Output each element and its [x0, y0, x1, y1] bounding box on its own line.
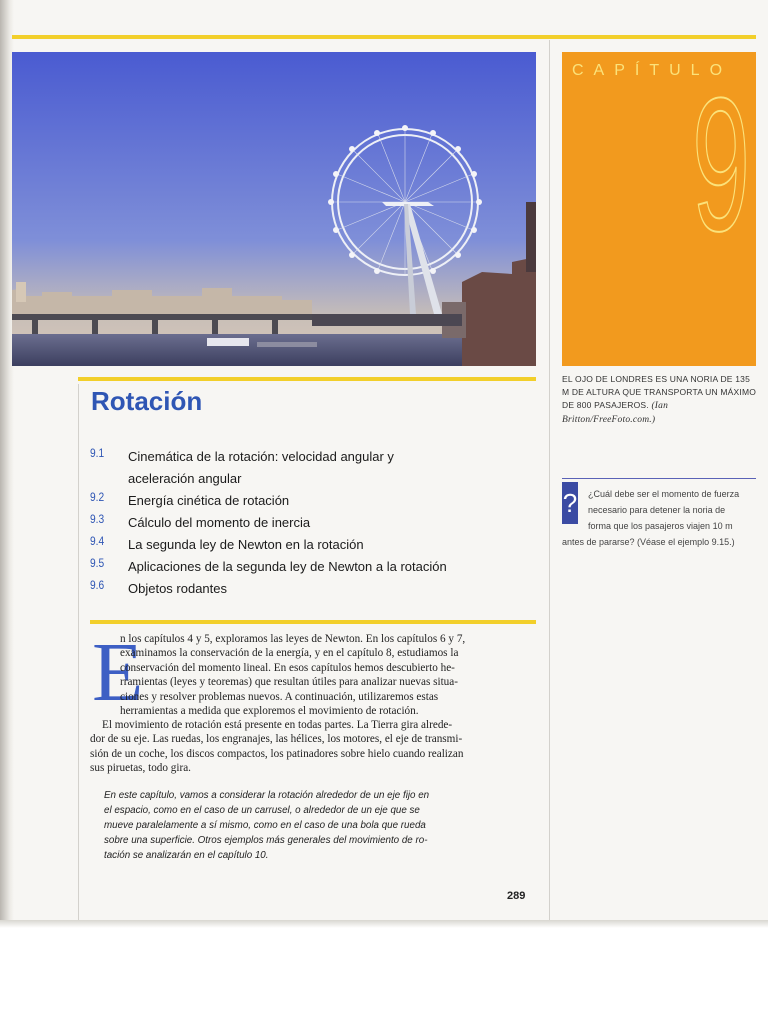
question-line: forma que los pasajeros viajen 10 m: [588, 521, 733, 531]
question-line: necesario para detener la noria de: [588, 505, 726, 515]
chapter-title: Rotación: [91, 386, 203, 416]
toc-label-line: Cinemática de la rotación: velocidad angular y: [128, 449, 394, 464]
text-line: sión de un coche, los discos compactos, los patinadores sobre hielo cuando realizan: [90, 747, 464, 760]
text-line: mueve paralelamente a sí mismo, como en el caso de una bola que rueda: [104, 820, 426, 831]
caption-text: EL OJO DE LONDRES ES UNA NORIA DE 135 M DE ALTURA QUE TRANSPORTA UN MÁXIMO DE 800 PASAJEROS.: [562, 374, 757, 410]
text-line: el espacio, como en el caso de un carrusel, o alrededor de un eje que se: [104, 805, 420, 816]
text-line: herramientas a medida que exploremos el movimiento de rotación.: [120, 705, 419, 718]
question-rule: [562, 478, 756, 479]
text-line: sobre una superficie. Otros ejemplos más generales del movimiento de ro-: [104, 835, 428, 846]
toc-number: 9.5: [90, 556, 105, 570]
intro-paragraph-2: [90, 718, 536, 776]
left-margin-line: [78, 384, 79, 920]
question-line: ¿Cuál debe ser el momento de fuerza: [588, 489, 740, 499]
column-divider: [549, 40, 550, 920]
toc-label: Energía cinética de rotación: [128, 493, 290, 508]
text-line: tación se analizarán en el capítulo 10.: [104, 850, 269, 861]
text-line: sus piruetas, todo gira.: [90, 762, 191, 775]
toc-number: 9.4: [90, 534, 105, 548]
question-line: antes de pararse? (Véase el ejemplo 9.15.): [562, 537, 735, 547]
chapter-question: [562, 486, 760, 550]
toc-label: Aplicaciones de la segunda ley de Newton a la rotación: [128, 559, 447, 574]
body-rule: [90, 620, 536, 624]
photo-caption: [562, 373, 758, 427]
caption-credit: (Ian Britton/FreeFoto.com.): [562, 401, 669, 425]
toc-number: 9.1: [90, 446, 105, 460]
toc-number: 9.6: [90, 578, 105, 592]
text-line: ciones y resolver problemas nuevos. A continuación, utilizaremos estas: [120, 690, 439, 703]
chapter-number: 9: [692, 59, 751, 271]
toc-label-line: aceleración angular: [128, 471, 242, 486]
toc-label: [128, 446, 488, 490]
london-eye-photo: [12, 52, 536, 366]
toc-label: La segunda ley de Newton en la rotación: [128, 537, 364, 552]
drop-cap: E: [92, 626, 144, 719]
page-bottom-edge: [0, 920, 768, 928]
toc-number: 9.2: [90, 490, 105, 504]
page-number: 289: [507, 890, 526, 902]
toc-label: Cálculo del momento de inercia: [128, 515, 311, 530]
text-line: n los capítulos 4 y 5, exploramos las leyes de Newton. En los capítulos 6 y 7,: [120, 633, 466, 645]
text-line: conservación del momento lineal. En esos capítulos hemos descubierto he-: [120, 661, 455, 674]
text-line: rramientas (leyes y teoremas) que resultan útiles para analizar nuevas situa-: [120, 676, 458, 689]
question-icon: ?: [562, 482, 578, 524]
text-line: examinamos la conservación de la energía, y en el capítulo 8, estudiamos la: [120, 647, 459, 660]
title-rule: [78, 377, 536, 381]
intro-paragraph-1: [120, 632, 536, 718]
text-line: En este capítulo, vamos a considerar la rotación alrededor de un eje fijo en: [104, 790, 430, 801]
text-line: dor de su eje. Las ruedas, los engranajes, las hélices, los motores, el eje de transmi-: [90, 733, 463, 746]
top-rule: [12, 35, 756, 39]
chapter-label: CAPÍTULO: [572, 62, 733, 79]
toc-label: Objetos rodantes: [128, 581, 228, 596]
text-line: El movimiento de rotación está presente en todas partes. La Tierra gira alrede-: [102, 719, 453, 731]
chapter-scope-note: [104, 788, 524, 863]
toc-number: 9.3: [90, 512, 105, 526]
